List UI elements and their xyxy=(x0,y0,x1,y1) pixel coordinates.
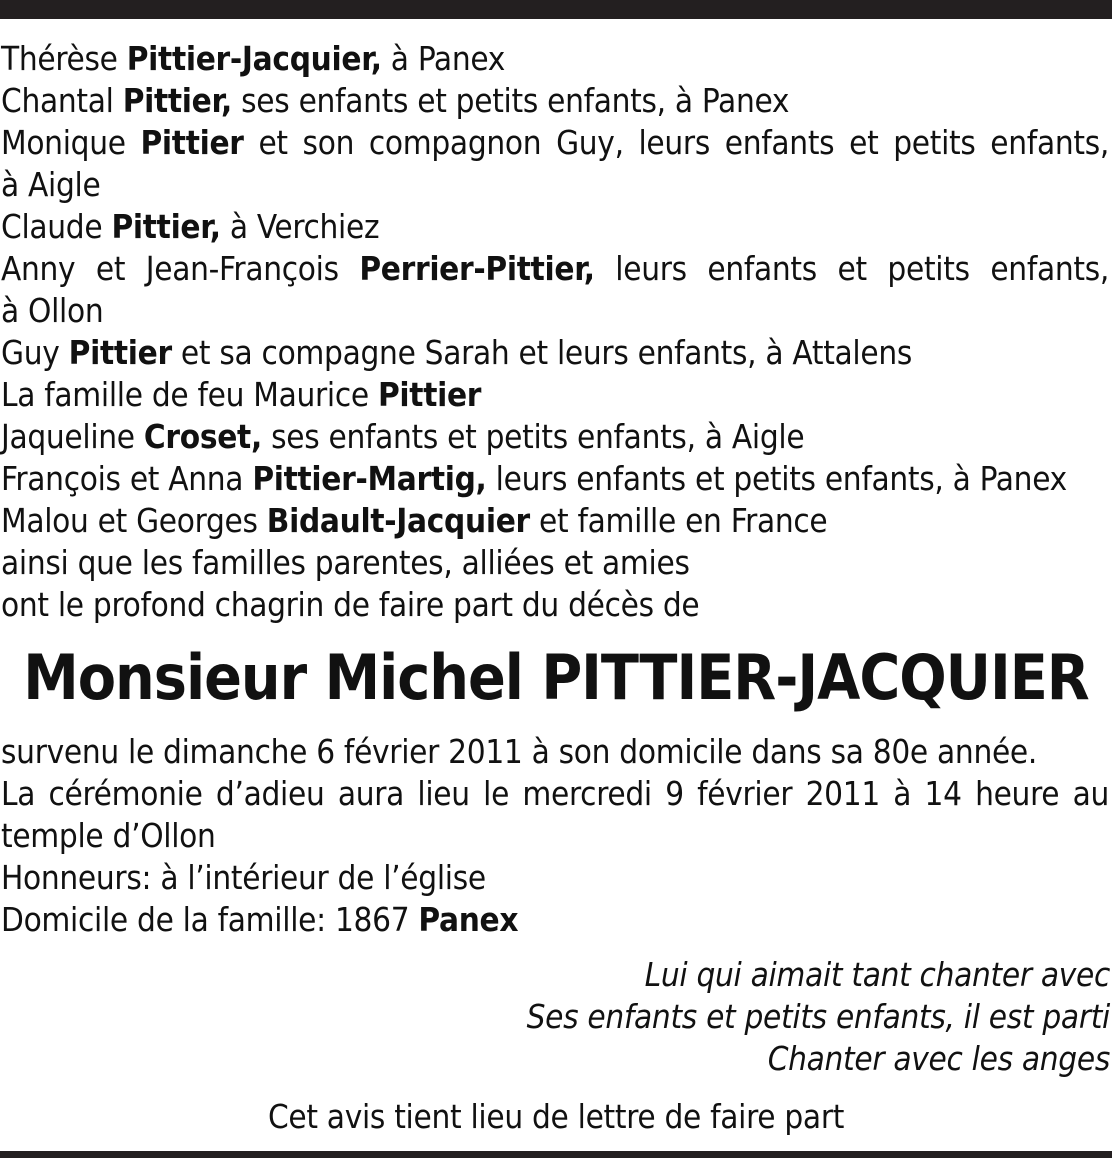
memorial-verse xyxy=(310,954,1110,1080)
family-member-text: à Panex xyxy=(381,39,506,78)
deceased-name-heading: Monsieur Michel PITTIER-JACQUIER xyxy=(23,641,1089,714)
family-member-text: ses enfants et petits enfants, à Aigle xyxy=(261,417,805,456)
family-surname: Pittier, xyxy=(122,81,232,120)
verse-line: Lui qui aimait tant chanter avec xyxy=(644,955,1110,994)
family-member-text: et famille en France xyxy=(529,501,828,540)
death-announcement: survenu le dimanche 6 février 2011 à son domicile dans sa 80e année. xyxy=(1,732,1038,771)
family-domicile xyxy=(1,899,1109,941)
family-line xyxy=(1,38,1109,80)
verse-line: Ses enfants et petits enfants, il est parti xyxy=(526,997,1110,1036)
domicile-place: Panex xyxy=(418,900,519,939)
family-surname: Pittier-Jacquier, xyxy=(126,39,382,78)
family-surname: Pittier xyxy=(377,375,482,414)
family-surname: Pittier, xyxy=(111,207,221,246)
family-line-continuation: à Ollon xyxy=(1,291,104,330)
family-line-continuation: à Aigle xyxy=(1,165,101,204)
family-member-text: Guy xyxy=(1,333,69,372)
honours-info: Honneurs: à l’intérieur de l’église xyxy=(1,858,486,897)
family-list xyxy=(1,38,1109,626)
ceremony-info: La cérémonie d’adieu aura lieu le mercredi 9 février 2011 à 14 heure au xyxy=(1,774,1109,813)
family-line xyxy=(1,248,1109,290)
family-member-text: Jaqueline xyxy=(1,417,144,456)
family-member-text: Thérèse xyxy=(1,39,127,78)
closing-line: ont le profond chagrin de faire part du décès de xyxy=(1,585,700,624)
family-line xyxy=(1,458,1109,500)
family-member-text: Monique xyxy=(1,123,141,162)
family-line xyxy=(1,500,1109,542)
family-surname: Pittier xyxy=(140,123,244,162)
domicile-label: Domicile de la famille: 1867 xyxy=(1,900,419,939)
family-member-text: François et Anna xyxy=(1,459,253,498)
family-member-text: et sa compagne Sarah et leurs enfants, à Attalens xyxy=(171,333,913,372)
family-member-text: à Verchiez xyxy=(220,207,380,246)
family-member-text: Anny et Jean-François xyxy=(1,249,360,288)
family-surname: Perrier-Pittier, xyxy=(359,249,595,288)
funeral-details xyxy=(1,731,1109,941)
bottom-border-rule xyxy=(0,1151,1112,1158)
family-line xyxy=(1,332,1109,374)
family-line xyxy=(1,416,1109,458)
family-member-text: leurs enfants et petits enfants, xyxy=(594,249,1110,288)
family-line xyxy=(1,122,1109,164)
family-line xyxy=(1,206,1109,248)
verse-line: Chanter avec les anges xyxy=(767,1039,1110,1078)
family-surname: Pittier xyxy=(68,333,172,372)
footer-note: Cet avis tient lieu de lettre de faire part xyxy=(267,1097,845,1136)
family-member-text: Chantal xyxy=(1,81,123,120)
family-member-text: et son compagnon Guy, leurs enfants et petits enfants, xyxy=(243,123,1109,162)
family-member-text: La famille de feu Maurice xyxy=(1,375,378,414)
family-member-text: Malou et Georges xyxy=(1,501,267,540)
closing-line: ainsi que les familles parentes, alliées et amies xyxy=(1,543,690,582)
family-member-text: Claude xyxy=(1,207,112,246)
top-border-rule xyxy=(0,0,1112,19)
family-member-text: leurs enfants et petits enfants, à Panex xyxy=(486,459,1067,498)
family-surname: Bidault-Jacquier xyxy=(266,501,530,540)
family-line xyxy=(1,80,1109,122)
ceremony-info-continuation: temple d’Ollon xyxy=(1,816,216,855)
family-surname: Croset, xyxy=(143,417,262,456)
family-line xyxy=(1,374,1109,416)
family-surname: Pittier-Martig, xyxy=(252,459,487,498)
family-member-text: ses enfants et petits enfants, à Panex xyxy=(232,81,790,120)
